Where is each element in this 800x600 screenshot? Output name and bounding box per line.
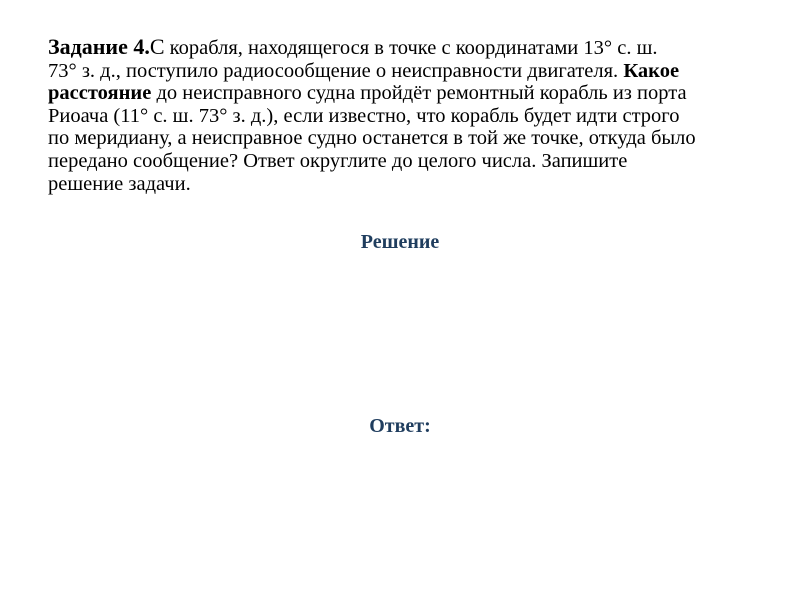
task-line bbox=[48, 127, 760, 150]
task-line bbox=[48, 105, 760, 128]
body-text: 73° з. д., поступило радиосообщение о неисправности двигателя. bbox=[48, 59, 624, 82]
emphasis-text: Какое bbox=[623, 59, 680, 82]
task-line bbox=[48, 82, 760, 105]
answer-heading: Ответ: bbox=[369, 415, 431, 437]
task-text bbox=[48, 36, 760, 195]
task-line bbox=[48, 60, 760, 83]
body-text: С bbox=[149, 34, 165, 59]
body-text: решение задачи. bbox=[48, 172, 191, 195]
task-line bbox=[48, 173, 760, 196]
body-text: по меридиану, а неисправное судно останется в той же точке, откуда было bbox=[48, 127, 696, 150]
task-line bbox=[48, 150, 760, 173]
body-text: передано сообщение? Ответ округлите до целого числа. Запишите bbox=[48, 149, 628, 172]
solution-heading: Решение bbox=[360, 231, 440, 253]
body-text: корабля, находящегося в точке с координатами 13° с. ш. bbox=[164, 37, 658, 59]
body-text: Риоача (11° с. ш. 73° з. д.), если известно, что корабль будет идти строго bbox=[48, 104, 680, 127]
body-text: до неисправного судна пройдёт ремонтный корабль из порта bbox=[151, 82, 687, 105]
emphasis-text: Задание 4. bbox=[48, 34, 150, 59]
task-line bbox=[48, 36, 760, 60]
emphasis-text: расстояние bbox=[48, 82, 152, 105]
